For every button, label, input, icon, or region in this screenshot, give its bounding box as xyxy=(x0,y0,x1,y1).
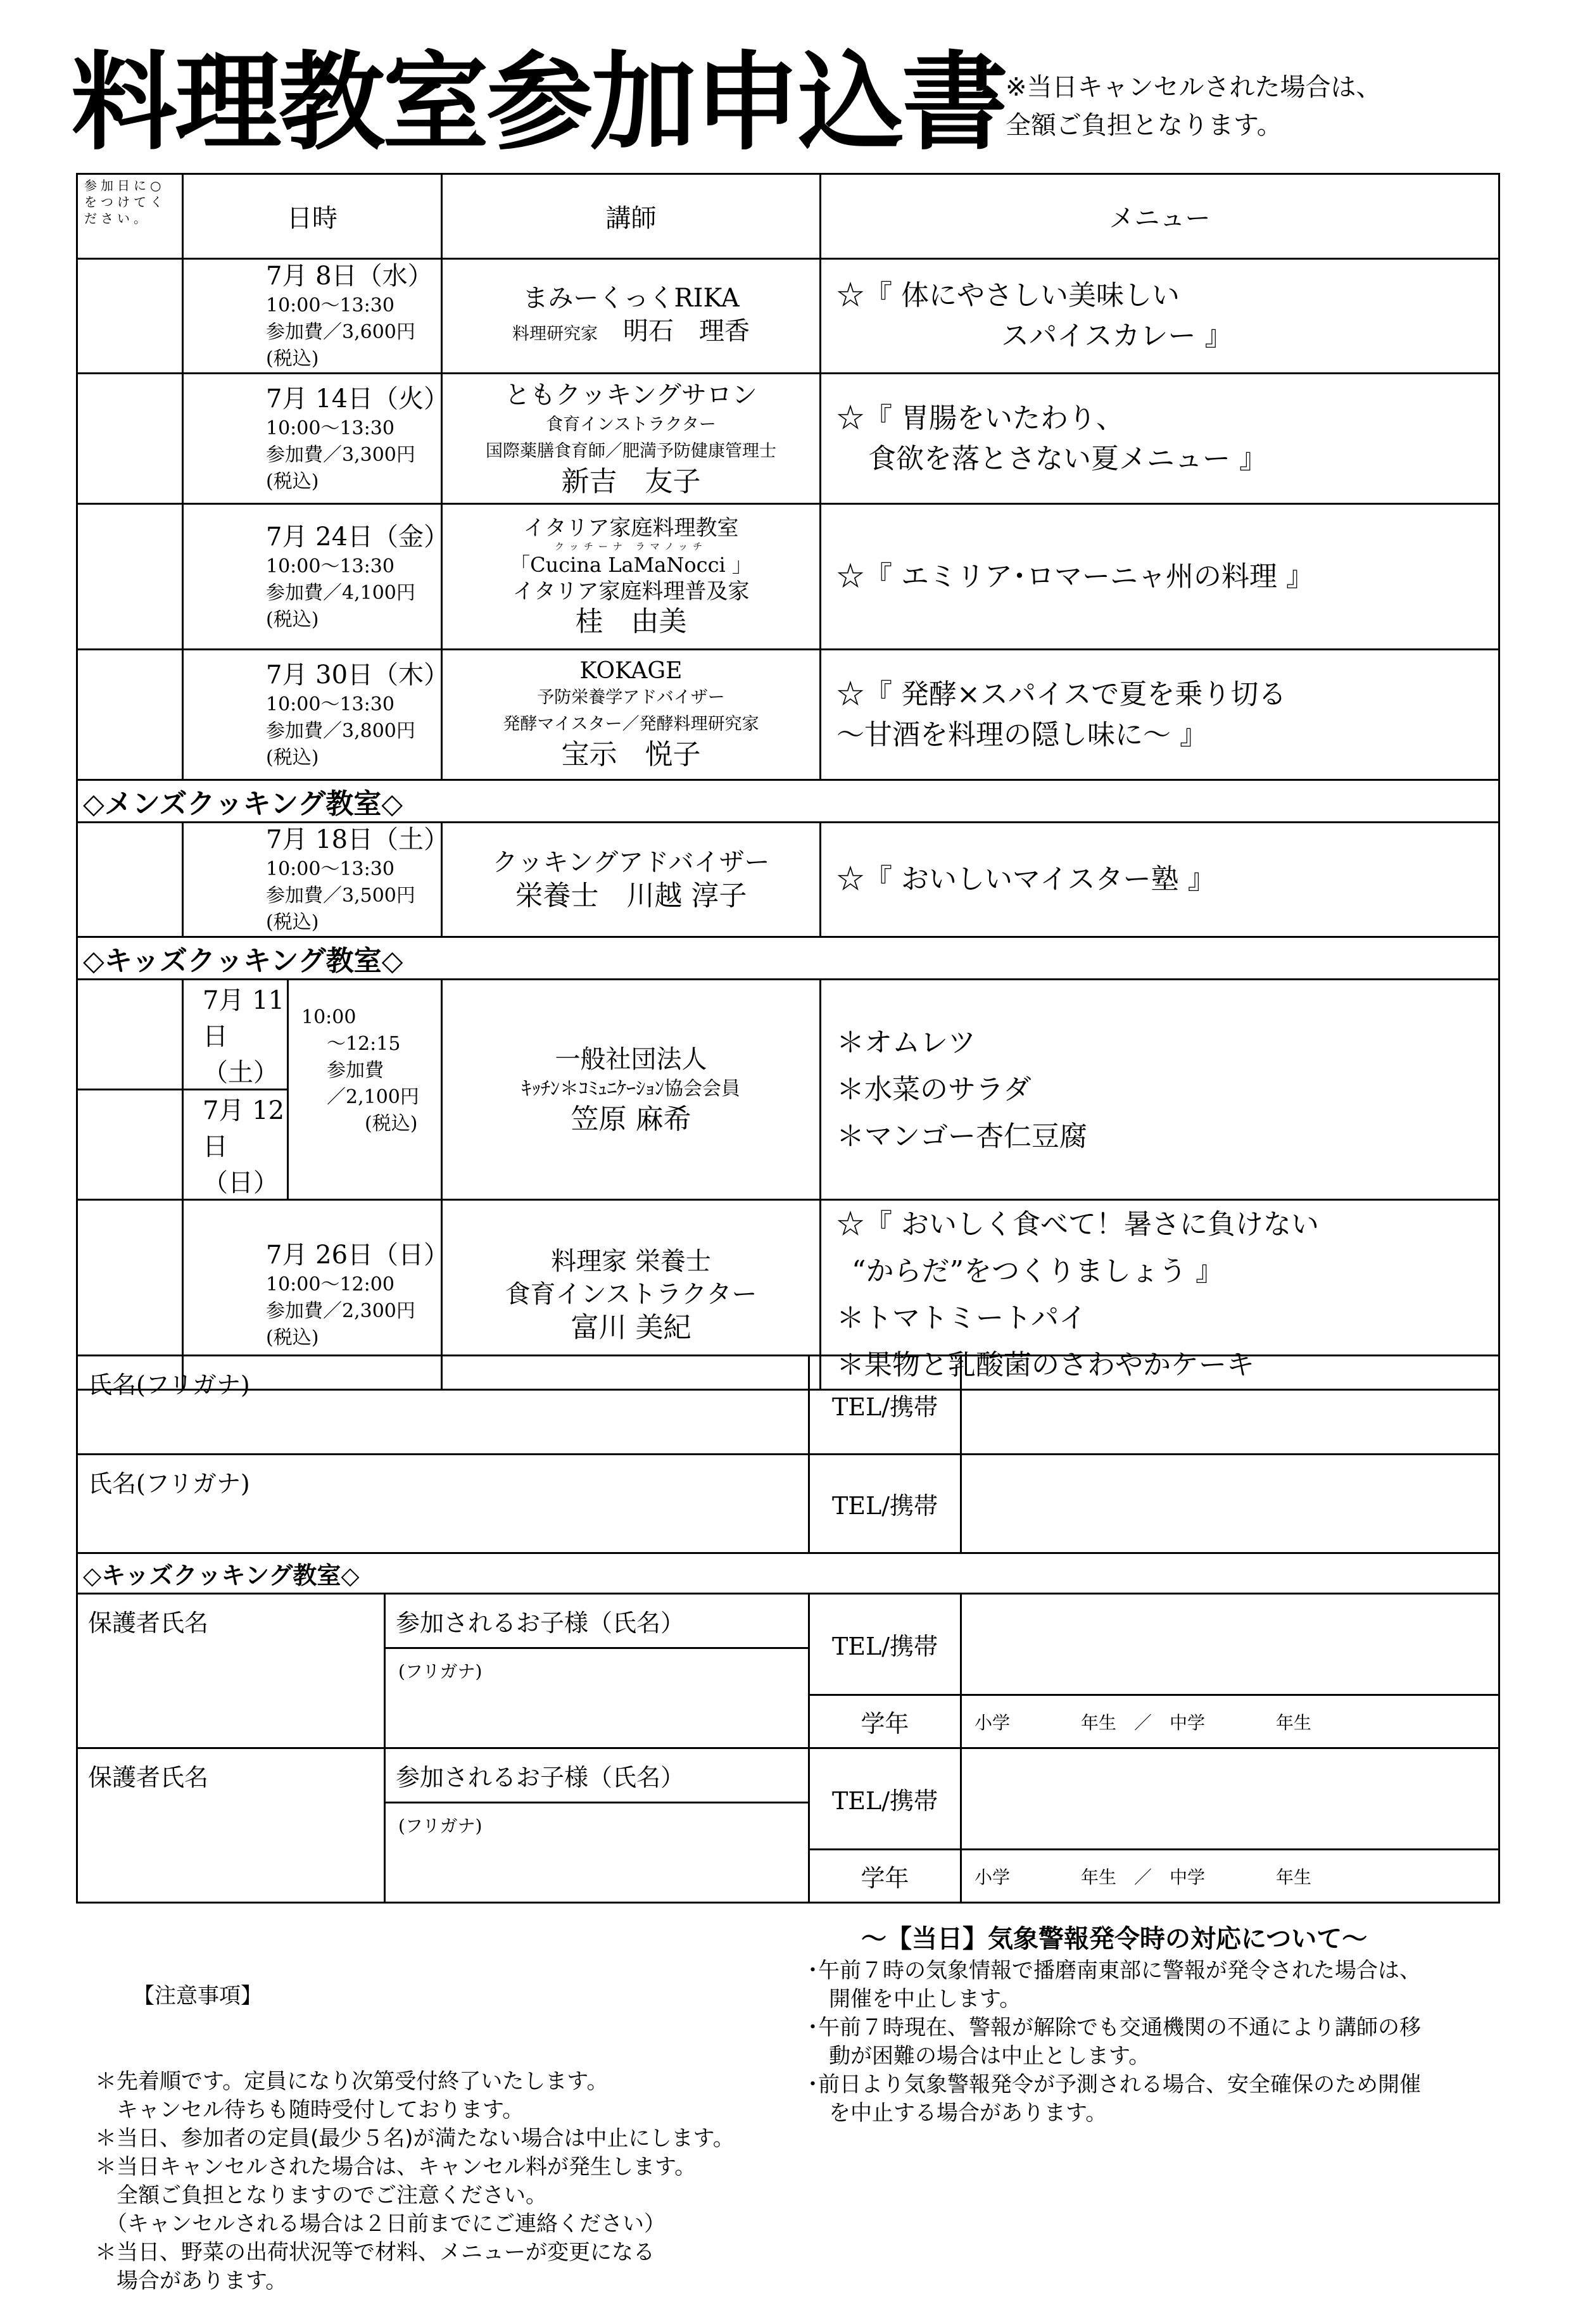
class-datetime xyxy=(183,259,442,374)
instructor-title: 予防栄養学アドバイザー xyxy=(537,687,725,707)
class-datetime xyxy=(288,980,442,1200)
class-time: 10:00～13:30 xyxy=(266,294,394,317)
class-date: 7月 8日（水） xyxy=(266,262,433,291)
class-menu xyxy=(821,504,1499,650)
menu-line: ☆『 エミリア･ロマーニャ州の料理 』 xyxy=(836,560,1314,593)
menu-line: ＊果物と乳酸菌のさわやかケーキ xyxy=(836,1348,1254,1381)
grade-field[interactable]: 小学 年生 ／ 中学 年生 xyxy=(961,1695,1499,1748)
name-label: 氏名(フリガナ) xyxy=(88,1470,250,1498)
cancel-note-line: 全額ご負担となります。 xyxy=(1006,111,1282,140)
menu-column-header: メニュー xyxy=(821,174,1499,259)
menu-line: ☆『 おいしく食べて！暑さに負けない xyxy=(836,1208,1319,1241)
instructor-title: 料理家 栄養士 xyxy=(551,1246,711,1276)
name-field[interactable] xyxy=(77,1356,809,1455)
instructor-title: 食育インストラクター xyxy=(505,1279,757,1309)
tel-label: TEL/携帯 xyxy=(809,1594,961,1695)
class-time: 10:00～13:30 xyxy=(266,693,394,716)
guardian-label: 保護者氏名 xyxy=(77,1748,385,1803)
class-fee: 参加費／3,300円(税込) xyxy=(266,443,415,493)
instructor-title: イタリア家庭料理普及家 xyxy=(512,578,750,604)
instructor-name: 宝示 悦子 xyxy=(561,738,701,771)
instructor-org: イタリア家庭料理教室 xyxy=(523,515,739,541)
attend-check-cell[interactable] xyxy=(77,504,183,650)
notes-body: ＊先着順です。定員になり次第受付終了いたします。 キャンセル待ちも随時受付しております。 ＊当日、参加者の定員(最少５名)が満たない場合は中止にします。 ＊当日キャンセルされた場合は、キャンセル料が発生します。 全額ご負担となりますのでご注意ください。 （キャンセルされる場合は２日前までにご連絡ください） ＊当日、野菜の出荷状況等で材料、メニューが変更になる 場合があります。 xyxy=(95,2069,735,2294)
class-menu xyxy=(821,259,1499,374)
grade-label: 学年 xyxy=(809,1850,961,1903)
instructor-org: ともクッキングサロン xyxy=(505,380,757,410)
kids-section-title: ◇キッズクッキング教室◇ xyxy=(77,937,1499,980)
menu-line: ＊オムレツ xyxy=(836,1026,976,1059)
kids-form-row xyxy=(77,1748,1499,1803)
class-date: 7月 26日（日） xyxy=(266,1240,450,1270)
attend-check-cell[interactable] xyxy=(77,823,183,937)
class-instructor xyxy=(442,259,821,374)
class-date: 7月 18日（土） xyxy=(266,825,450,854)
class-fee: 参加費／2,300円(税込) xyxy=(266,1299,415,1349)
class-fee: 参加費／4,100円(税込) xyxy=(266,581,415,631)
adult-row xyxy=(77,1356,1499,1455)
child-label: 参加されるお子様（氏名） xyxy=(385,1594,809,1648)
guardian-name-field[interactable] xyxy=(77,1648,385,1748)
instructor-name: 新吉 友子 xyxy=(561,465,701,498)
class-row xyxy=(77,980,1499,1090)
guardian-name-field[interactable] xyxy=(77,1803,385,1903)
instructor-org-name: 「Cucina LaMaNocci 」 xyxy=(510,552,752,577)
instructor-org: 一般社団法人 xyxy=(555,1044,707,1074)
tel-field[interactable] xyxy=(961,1356,1499,1455)
class-row xyxy=(77,504,1499,650)
menu-line: ☆『 胃腸をいたわり、 xyxy=(836,401,1124,434)
class-instructor xyxy=(442,823,821,937)
instructor-name: 富川 美紀 xyxy=(571,1311,691,1344)
grade-label: 学年 xyxy=(809,1695,961,1748)
class-datetime xyxy=(183,650,450,780)
instructor-title: 料理研究家 xyxy=(512,324,598,344)
class-menu xyxy=(821,650,1499,780)
class-time: 10:00 xyxy=(301,1006,356,1028)
class-date: 7月 14日（火） xyxy=(266,384,450,414)
class-row xyxy=(77,374,1499,504)
instructor-org: KOKAGE xyxy=(579,657,683,684)
class-row xyxy=(77,259,1499,374)
furigana-label: (フリガナ) xyxy=(398,1661,483,1682)
class-time: 10:00～13:30 xyxy=(266,858,394,880)
kids-form-row xyxy=(77,1594,1499,1648)
class-datetime xyxy=(183,823,450,937)
class-menu xyxy=(821,980,1499,1200)
notes-title: 【注意事項】 xyxy=(133,1983,262,2009)
instructor-org: まみーくっくRIKA xyxy=(522,283,740,313)
class-fee: 参加費／3,500円(税込) xyxy=(266,885,415,933)
furigana-label: (フリガナ) xyxy=(398,1816,483,1836)
class-date: 7月 11日（土） xyxy=(183,980,288,1090)
guardian-label: 保護者氏名 xyxy=(77,1594,385,1648)
notes-section xyxy=(95,1925,735,2324)
class-fee: ／2,100円 xyxy=(327,1086,419,1108)
menu-line: “からだ”をつくりましょう 』 xyxy=(852,1254,1223,1287)
class-fee: 参加費／3,600円(税込) xyxy=(266,321,415,370)
name-field[interactable] xyxy=(77,1455,809,1553)
child-name-field[interactable] xyxy=(385,1803,809,1903)
instructor-title: 食育インストラクター xyxy=(546,414,716,434)
class-date: 7月 12日（日） xyxy=(183,1090,288,1200)
class-time: ～12:15 xyxy=(327,1033,401,1055)
instructor-title: ｷｯﾁﾝ＊ｺﾐｭﾆｹｰｼｮﾝ協会会員 xyxy=(522,1077,740,1100)
attend-check-cell[interactable] xyxy=(77,259,183,374)
attend-check-cell[interactable] xyxy=(77,1090,183,1200)
class-instructor xyxy=(442,374,821,504)
class-row xyxy=(77,650,1499,780)
class-instructor xyxy=(442,650,821,780)
class-datetime xyxy=(183,374,450,504)
class-instructor xyxy=(442,504,821,650)
schedule-header-row xyxy=(77,174,1499,259)
weather-title: ～【当日】気象警報発令時の対応について～ xyxy=(861,1924,1368,1954)
attend-check-cell[interactable] xyxy=(77,980,183,1090)
menu-line: ＊マンゴー杏仁豆腐 xyxy=(836,1120,1087,1153)
menu-line: ～甘酒を料理の隠し味に～ 』 xyxy=(836,718,1208,751)
class-time: 10:00～13:30 xyxy=(266,417,394,439)
name-label: 氏名(フリガナ) xyxy=(88,1371,250,1399)
weather-body: ･午前７時の気象情報で播磨南東部に警報が発令された場合は、 開催を中止します。 ･午前７時現在、警報が解除でも交通機関の不通により講師の移 動が困難の場合は中止とします。 ･前日より気象警報発令が予測される場合、安全確保のため開催 を中止する場合があります。 xyxy=(807,1958,1421,2126)
tel-label: TEL/携帯 xyxy=(809,1455,961,1553)
tel-field[interactable] xyxy=(961,1594,1499,1695)
menu-line: ＊水菜のサラダ xyxy=(836,1073,1032,1106)
class-date: 7月 30日（木） xyxy=(266,660,450,690)
application-form xyxy=(76,1355,1500,1904)
menu-line: ＊トマトミートパイ xyxy=(836,1301,1087,1334)
instructor-title: 発酵マイスター／発酵料理研究家 xyxy=(503,714,759,734)
menu-line: ☆『 体にやさしい美味しい xyxy=(836,279,1180,312)
adult-row xyxy=(77,1455,1499,1553)
menu-line: ☆『 発酵×スパイスで夏を乗り切る xyxy=(836,678,1287,710)
tel-field[interactable] xyxy=(961,1455,1499,1553)
instructor-name: 明石 理香 xyxy=(623,316,750,346)
class-time: 10:00～12:00 xyxy=(266,1273,394,1296)
instructor-ruby: クッチーナ ラマノッチ xyxy=(554,540,708,552)
child-label: 参加されるお子様（氏名） xyxy=(385,1748,809,1803)
instructor-name-line xyxy=(443,315,819,351)
attend-check-cell[interactable] xyxy=(77,650,183,780)
menu-line: ☆『 おいしいマイスター塾 』 xyxy=(836,863,1216,895)
date-column-header: 日時 xyxy=(183,174,442,259)
check-column-header: 参加日に○をつけてください。 xyxy=(77,174,183,259)
instructor-name: 栄養士 川越 淳子 xyxy=(515,880,747,912)
child-name-field[interactable] xyxy=(385,1648,809,1748)
tel-label: TEL/携帯 xyxy=(809,1356,961,1455)
class-instructor xyxy=(442,980,821,1200)
tel-field[interactable] xyxy=(961,1748,1499,1850)
menu-line: 食欲を落とさない夏メニュー 』 xyxy=(868,442,1267,475)
class-fee: (税込) xyxy=(365,1113,418,1135)
kids-section-row xyxy=(77,937,1499,980)
page-title: 料理教室参加申込書 xyxy=(71,41,1006,165)
grade-field[interactable]: 小学 年生 ／ 中学 年生 xyxy=(961,1850,1499,1903)
class-fee: 参加費／3,800円(税込) xyxy=(266,719,415,769)
class-menu xyxy=(821,823,1499,937)
class-time: 10:00～13:30 xyxy=(266,555,394,578)
class-row xyxy=(77,823,1499,937)
instructor-column-header: 講師 xyxy=(442,174,821,259)
class-fee: 参加費 xyxy=(327,1059,384,1082)
form-kids-section-row xyxy=(77,1553,1499,1594)
instructor-title: クッキングアドバイザー xyxy=(492,848,770,877)
instructor-name: 笠原 麻希 xyxy=(571,1102,691,1135)
cancel-note-line: ※当日キャンセルされた場合は、 xyxy=(1006,73,1382,102)
attend-check-cell[interactable] xyxy=(77,374,183,504)
mens-section-row xyxy=(77,780,1499,823)
menu-line: スパイスカレー 』 xyxy=(1001,320,1233,352)
cancel-note xyxy=(1006,68,1382,144)
schedule-table xyxy=(76,173,1500,1391)
class-datetime xyxy=(183,504,450,650)
tel-label: TEL/携帯 xyxy=(809,1748,961,1850)
instructor-title: 国際薬膳食育師／肥満予防健康管理士 xyxy=(486,441,776,461)
form-kids-section-title: ◇キッズクッキング教室◇ xyxy=(77,1553,1499,1594)
class-date: 7月 24日（金） xyxy=(266,522,450,552)
mens-section-title: ◇メンズクッキング教室◇ xyxy=(77,780,1499,823)
class-menu xyxy=(821,374,1499,504)
instructor-name: 桂 由美 xyxy=(575,605,687,638)
